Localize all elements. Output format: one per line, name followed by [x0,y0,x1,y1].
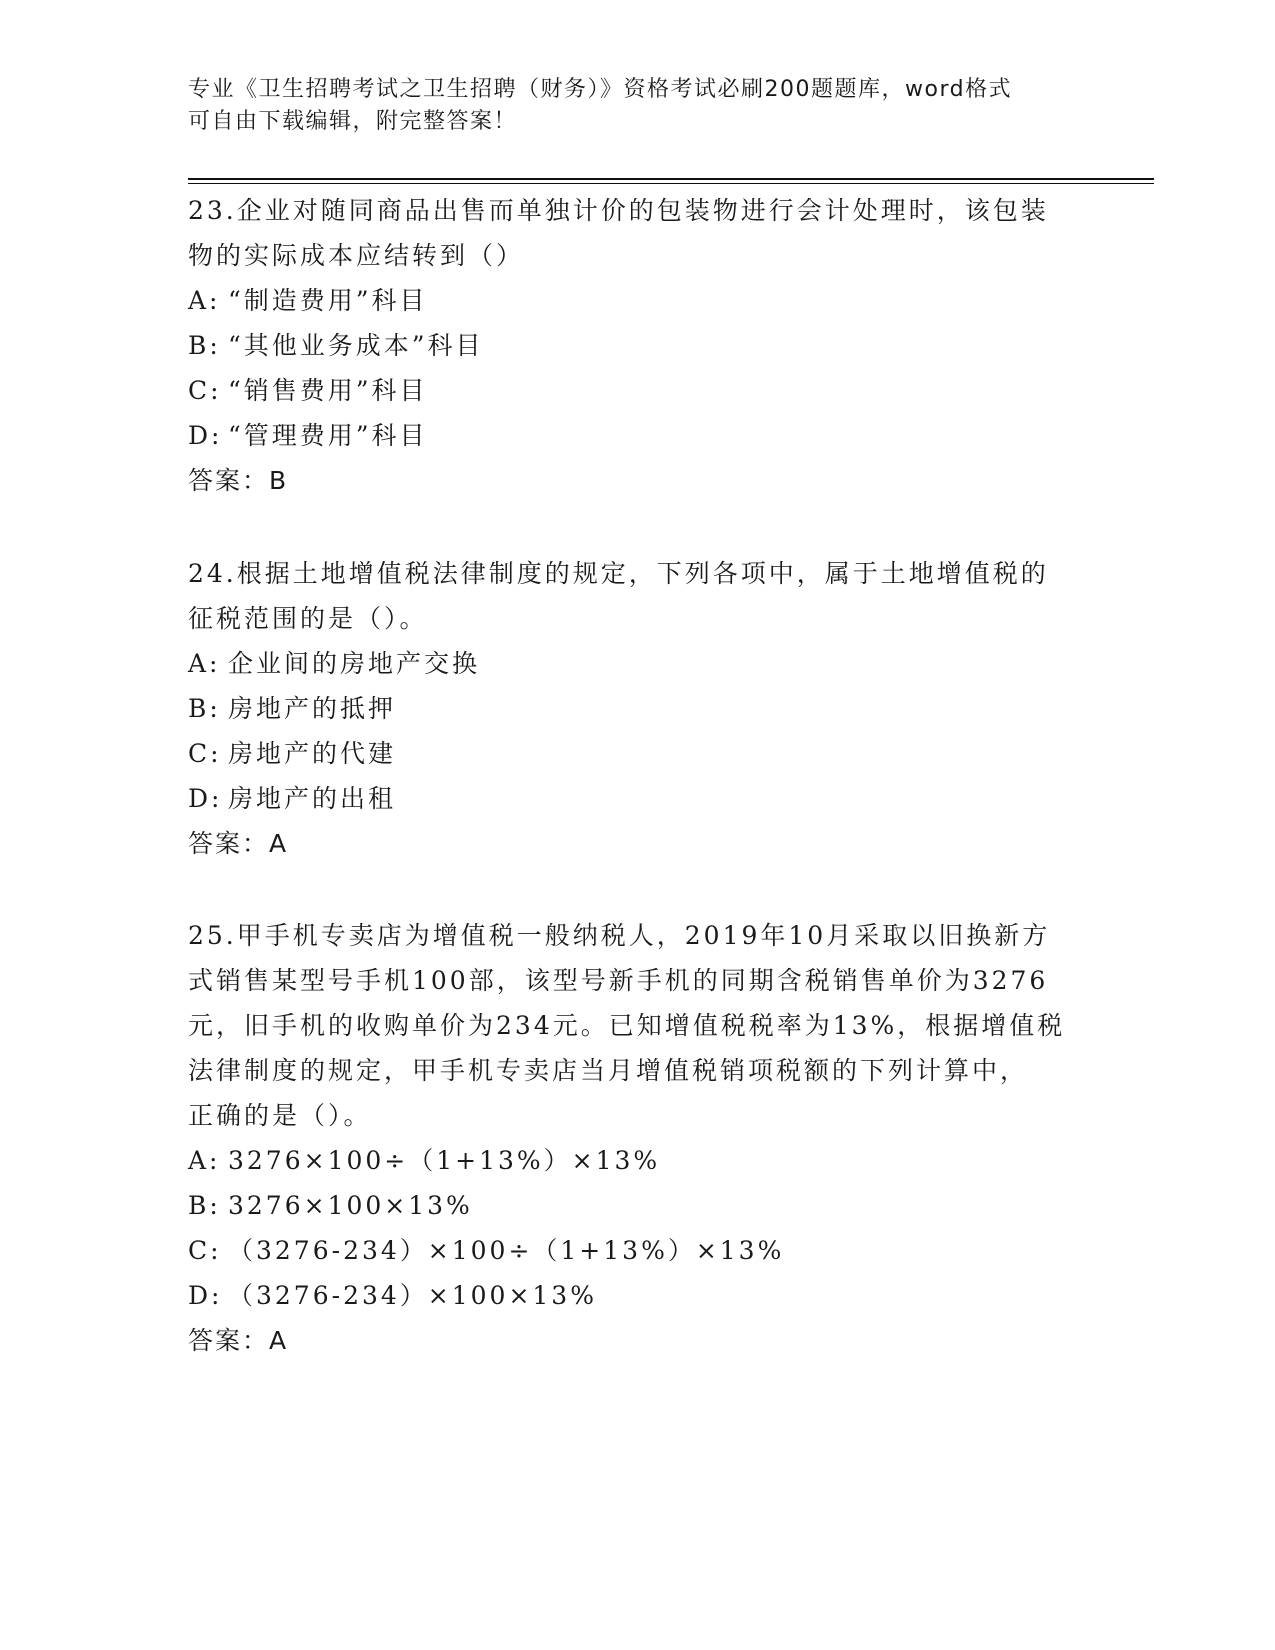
answer-line: 答案：B [188,466,289,495]
option-letter: C: [188,376,222,405]
option-c [188,368,1068,413]
option-a [188,1138,1068,1183]
option-letter: A: [188,649,221,678]
option-text: “管理费用”科目 [228,421,428,450]
option-text: “其他业务成本”科目 [228,331,484,360]
question-23 [188,188,1068,503]
option-letter: B: [188,1191,221,1220]
option-b [188,686,1068,731]
option-text: 企业间的房地产交换 [228,649,481,678]
question-text-line: 法律制度的规定，甲手机专卖店当月增值税销项税额的下列计算中， [188,1056,1029,1085]
option-letter: B: [188,331,221,360]
answer-line: 答案：A [188,1326,289,1355]
question-text-line: 正确的是（）。 [188,1101,372,1130]
option-text: （3276-234）×100÷（1+13%）×13% [228,1236,785,1265]
option-letter: D: [188,421,223,450]
option-letter: A: [188,1146,221,1175]
option-letter: A: [188,286,221,315]
question-24 [188,551,1068,866]
option-text: 3276×100×13% [228,1191,473,1220]
question-text-line: 式销售某型号手机100部，该型号新手机的同期含税销售单价为3276 [188,966,1049,995]
question-text-line: 25.甲手机专卖店为增值税一般纳税人，2019年10月采取以旧换新方 [188,921,1051,950]
question-text-line: 23.企业对随同商品出售而单独计价的包装物进行会计处理时，该包装 [188,196,1049,225]
option-letter: C: [188,739,222,768]
answer-line: 答案：A [188,829,289,858]
option-text: 房地产的出租 [228,784,397,813]
option-c [188,1228,1068,1273]
option-text: 房地产的抵押 [228,694,397,723]
option-a [188,278,1068,323]
header-divider-thick [188,178,1154,180]
option-text: （3276-234）×100×13% [228,1281,597,1310]
option-text: “制造费用”科目 [228,286,428,315]
option-text: “销售费用”科目 [228,376,428,405]
question-text-line: 物的实际成本应结转到（） [188,241,525,270]
document-header [188,74,1088,138]
question-25 [188,913,1068,1363]
option-d [188,1273,1068,1318]
option-letter: D: [188,784,223,813]
option-a [188,641,1068,686]
header-line-1: 专业《卫生招聘考试之卫生招聘（财务）》资格考试必刷200题题库，word格式 [188,77,1013,102]
option-text: 3276×100÷（1+13%）×13% [228,1146,661,1175]
option-b [188,1183,1068,1228]
option-d [188,413,1068,458]
option-text: 房地产的代建 [228,739,397,768]
question-text-line: 24.根据土地增值税法律制度的规定，下列各项中，属于土地增值税的 [188,559,1049,588]
option-d [188,776,1068,821]
option-letter: D: [188,1281,223,1310]
option-c [188,731,1068,776]
option-letter: B: [188,694,221,723]
option-b [188,323,1068,368]
question-text-line: 征税范围的是（）。 [188,604,428,633]
question-text-line: 元，旧手机的收购单价为234元。已知增值税税率为13%，根据增值税 [188,1011,1066,1040]
header-line-2: 可自由下载编辑，附完整答案！ [188,109,518,134]
option-letter: C: [188,1236,222,1265]
header-divider-thin [188,183,1154,184]
